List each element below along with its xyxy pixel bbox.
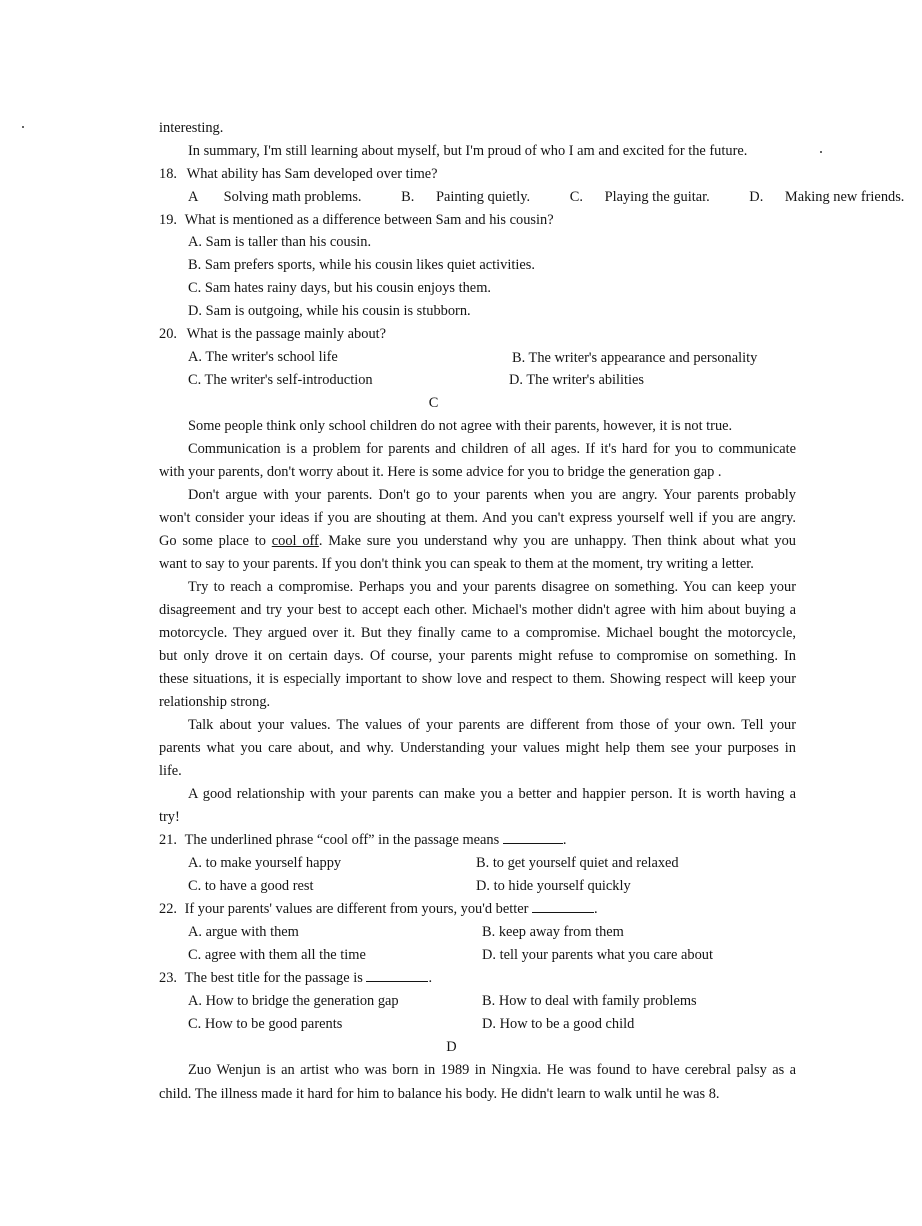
scan-speck bbox=[22, 126, 24, 128]
answer-blank[interactable] bbox=[532, 900, 594, 913]
option[interactable]: B. keep away from them bbox=[482, 924, 624, 940]
question-stem: The best title for the passage is bbox=[184, 970, 363, 986]
passage-c-line: with your parents, don't worry about it. Here is some advice for you to bridge the generation gap . bbox=[159, 464, 722, 480]
option[interactable]: D. Sam is outgoing, while his cousin is stubborn. bbox=[188, 303, 471, 319]
option[interactable]: A Solving math problems. bbox=[188, 189, 362, 205]
question-number: 23. bbox=[159, 970, 177, 986]
passage-c-line: try! bbox=[159, 809, 180, 825]
question-22: 22. If your parents' values are different from yours, you'd better . bbox=[159, 901, 598, 917]
option[interactable]: D. to hide yourself quickly bbox=[476, 878, 631, 894]
option[interactable]: A. The writer's school life bbox=[188, 349, 338, 365]
option[interactable]: A. argue with them bbox=[188, 924, 299, 940]
passage-c-line: A good relationship with your parents can make you a better and happier person. It is worth having a bbox=[188, 786, 796, 802]
section-heading-d: D bbox=[446, 1039, 457, 1055]
option[interactable]: B. Sam prefers sports, while his cousin likes quiet activities. bbox=[188, 257, 535, 273]
passage-d-line: child. The illness made it hard for him to balance his body. He didn't learn to walk until he was 8. bbox=[159, 1086, 720, 1102]
passage-c-line: Try to reach a compromise. Perhaps you and your parents disagree on something. You can keep your bbox=[188, 579, 796, 595]
option[interactable]: C. The writer's self-introduction bbox=[188, 372, 373, 388]
question-number: 21. bbox=[159, 832, 177, 848]
option[interactable]: B. Painting quietly. bbox=[401, 189, 531, 205]
passage-c-line: won't consider your ideas if you are shouting at them. And you can't express yourself well if you are angry. bbox=[159, 510, 796, 526]
passage-c-line: Go some place to cool off. Make sure you understand why you are unhappy. Then think about what you bbox=[159, 533, 796, 549]
passage-b-line-end: interesting. bbox=[159, 120, 224, 136]
answer-blank[interactable] bbox=[366, 969, 428, 982]
question-number: 20. bbox=[159, 326, 177, 342]
question-stem: What ability has Sam developed over time? bbox=[186, 166, 438, 182]
q18-options bbox=[188, 188, 922, 206]
option[interactable]: D. tell your parents what you care about bbox=[482, 947, 713, 963]
option[interactable]: B. How to deal with family problems bbox=[482, 993, 697, 1009]
option[interactable]: A. to make yourself happy bbox=[188, 855, 342, 871]
option[interactable]: C. to have a good rest bbox=[188, 878, 314, 894]
underlined-phrase: cool off bbox=[271, 533, 319, 549]
passage-c-line: Communication is a problem for parents and children of all ages. If it's hard for you to communicate bbox=[188, 441, 796, 457]
question-21: 21. The underlined phrase “cool off” in the passage means . bbox=[159, 832, 567, 848]
question-23: 23. The best title for the passage is . bbox=[159, 970, 433, 986]
scan-speck bbox=[820, 151, 822, 153]
passage-c-line: these situations, it is especially important to show love and respect to them. Showing respect will keep your bbox=[159, 671, 796, 687]
passage-c-line: but only drove it on certain days. Of course, your parents might refuse to compromise on something. In bbox=[159, 648, 796, 664]
passage-c-line: Some people think only school children do not agree with their parents, however, it is not true. bbox=[188, 418, 733, 434]
passage-c-line: want to say to your parents. If you don't think you can speak to them at the moment, try writing a letter. bbox=[159, 556, 754, 572]
option[interactable]: C. Sam hates rainy days, but his cousin enjoys them. bbox=[188, 280, 491, 296]
passage-c-line: disagreement and try your best to accept each other. Michael's mother didn't agree with him about buying a bbox=[159, 602, 796, 618]
option[interactable]: A. Sam is taller than his cousin. bbox=[188, 234, 372, 250]
passage-c-line: relationship strong. bbox=[159, 694, 271, 710]
passage-c-line: life. bbox=[159, 763, 182, 779]
passage-c-line: parents what you care about, and why. Understanding your values might help them see your purposes in bbox=[159, 740, 796, 756]
question-number: 19. bbox=[159, 212, 177, 228]
option[interactable]: C. How to be good parents bbox=[188, 1016, 343, 1032]
option[interactable]: A. How to bridge the generation gap bbox=[188, 993, 399, 1009]
question-stem: What is mentioned as a difference between Sam and his cousin? bbox=[184, 212, 554, 228]
passage-c-line: Talk about your values. The values of your parents are different from those of your own. Tell your bbox=[188, 717, 796, 733]
option[interactable]: C. Playing the guitar. bbox=[569, 189, 710, 205]
passage-d-line: Zuo Wenjun is an artist who was born in 1989 in Ningxia. He was found to have cerebral palsy as a bbox=[188, 1062, 796, 1078]
question-stem: The underlined phrase “cool off” in the passage means bbox=[184, 832, 500, 848]
question-number: 22. bbox=[159, 901, 177, 917]
question-18 bbox=[159, 165, 438, 183]
option[interactable]: D. Making new friends. bbox=[749, 189, 905, 205]
answer-blank[interactable] bbox=[503, 831, 563, 844]
passage-c-line: Don't argue with your parents. Don't go to your parents when you are angry. Your parents probably bbox=[188, 487, 796, 503]
option[interactable]: B. to get yourself quiet and relaxed bbox=[476, 855, 679, 871]
passage-b-summary: In summary, I'm still learning about myself, but I'm proud of who I am and excited for the future. bbox=[188, 143, 748, 159]
option[interactable]: D. The writer's abilities bbox=[509, 372, 645, 388]
question-stem: What is the passage mainly about? bbox=[186, 326, 387, 342]
option[interactable]: C. agree with them all the time bbox=[188, 947, 366, 963]
passage-c-line: motorcycle. They argued over it. But they finally came to a compromise. Michael bought the motorcycle, bbox=[159, 625, 796, 641]
section-heading-c: C bbox=[428, 395, 439, 411]
question-20 bbox=[159, 325, 386, 343]
option[interactable]: B. The writer's appearance and personality bbox=[512, 350, 758, 366]
question-19 bbox=[159, 211, 554, 229]
option[interactable]: D. How to be a good child bbox=[482, 1016, 635, 1032]
question-number: 18. bbox=[159, 166, 177, 182]
question-stem: If your parents' values are different from yours, you'd better bbox=[184, 901, 529, 917]
